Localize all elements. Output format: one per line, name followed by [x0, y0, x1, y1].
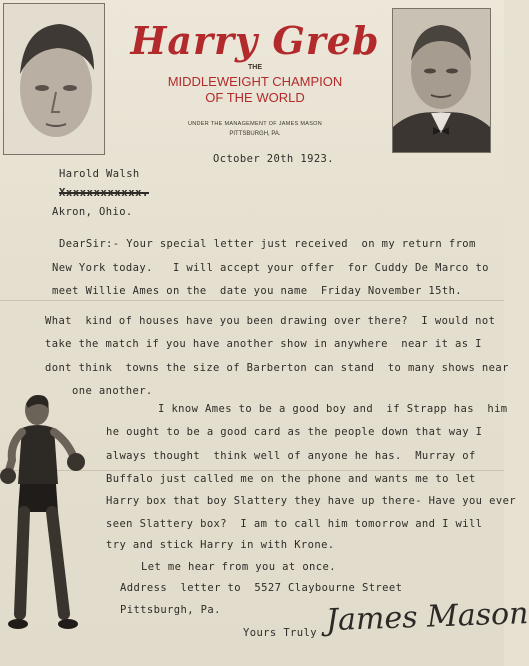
- body-line: seen Slattery box? I am to call him tomorrow and I will: [106, 518, 483, 530]
- letterhead-the: THE: [248, 64, 262, 71]
- letter-date: October 20th 1923.: [213, 153, 334, 165]
- champion-line-1: MIDDLEWEIGHT CHAMPION: [167, 74, 343, 89]
- letter-closing: Yours Truly: [243, 627, 317, 639]
- letterhead-city: PITTSBURGH, PA.: [229, 131, 281, 137]
- letterhead-title: Harry Greb: [130, 18, 380, 63]
- champion-line-2: OF THE WORLD: [205, 90, 305, 105]
- recipient-name: Harold Walsh: [59, 168, 140, 180]
- letterhead-management: UNDER THE MANAGEMENT OF JAMES MASON: [187, 121, 323, 127]
- body-line: try and stick Harry in with Krone.: [106, 539, 335, 551]
- body-line: What kind of houses have you been drawing over there? I would not: [45, 315, 496, 327]
- body-line: always thought think well of anyone he has. Murray of: [106, 450, 476, 462]
- body-line: Address letter to 5527 Claybourne Street: [120, 582, 403, 594]
- boxer-portrait-photo: [3, 3, 105, 155]
- body-line: I know Ames to be a good boy and if Strapp has him: [158, 403, 508, 415]
- body-line: one another.: [72, 385, 153, 397]
- recipient-city: Akron, Ohio.: [52, 206, 133, 218]
- paper-fold: [0, 300, 504, 301]
- body-line: dont think towns the size of Barberton can stand to many shows near: [45, 362, 509, 374]
- body-line: DearSir:- Your special letter just received on my return from: [59, 238, 476, 250]
- body-line: Let me hear from you at once.: [141, 561, 336, 573]
- manager-portrait-photo: [392, 8, 491, 153]
- body-line: Pittsburgh, Pa.: [120, 604, 221, 616]
- boxer-full-figure-photo: [2, 388, 98, 650]
- body-line: meet Willie Ames on the date you name Friday November 15th.: [52, 285, 463, 297]
- body-line: he ought to be a good card as the people down that way I: [106, 426, 483, 438]
- body-line: Buffalo just called me on the phone and wants me to let: [106, 473, 476, 485]
- handwritten-signature: James Mason: [325, 596, 529, 639]
- letterhead-champion-title: [110, 74, 400, 106]
- body-line: New York today. I will accept your offer for Cuddy De Marco to: [52, 262, 489, 274]
- recipient-struck-line: Xxxxxxxxxxxx.: [59, 187, 149, 199]
- body-line: Harry box that boy Slattery they have up there- Have you ever: [106, 495, 517, 507]
- body-line: take the match if you have another show in anywhere near it as I: [45, 338, 482, 350]
